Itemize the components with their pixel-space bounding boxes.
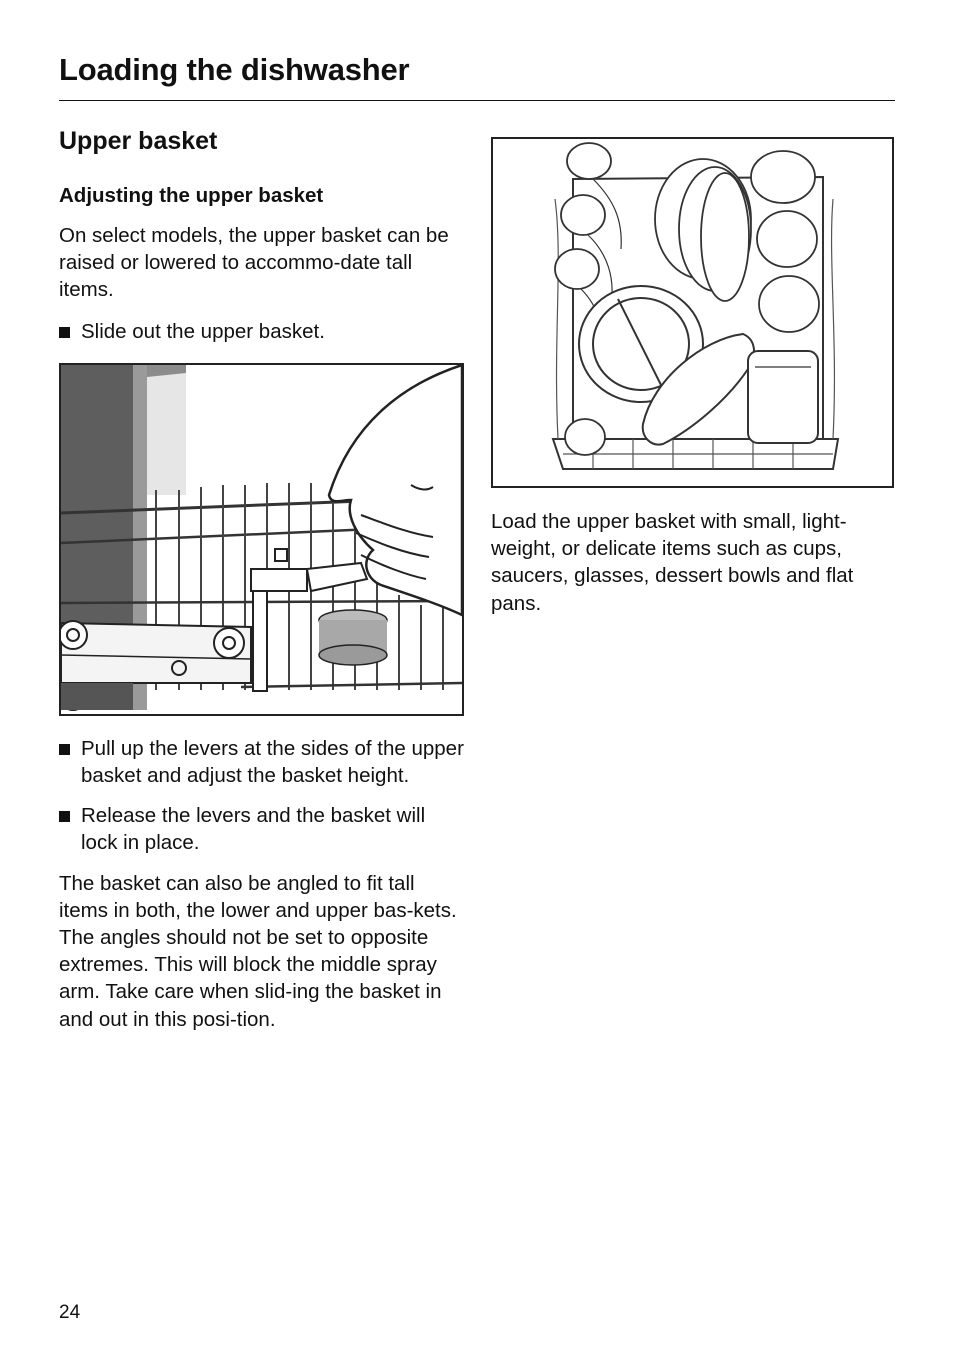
bullet-item (59, 735, 467, 789)
bullet-item (59, 318, 467, 345)
basket-lever-illustration (59, 363, 464, 716)
basket-lever-drawing (61, 365, 462, 714)
intro-paragraph: On select models, the upper basket can be raised or lowered to accommo-date tall items. (59, 224, 449, 302)
page-number: 24 (59, 1302, 81, 1323)
loaded-basket-drawing (493, 139, 892, 486)
page-title: Loading the dishwasher (59, 52, 410, 87)
bullet-square-icon (59, 744, 70, 755)
angle-note-paragraph: The basket can also be angled to fit tall items in both, the lower and upper bas-kets. The angles should not be set to opposite extremes. This will block the middle spray arm. Take care when slid-ing the basket in and out in this posi-tion. (59, 871, 457, 1031)
bullet-text: Release the levers and the basket will lock in place. (81, 804, 426, 855)
left-column (59, 124, 467, 1033)
bullet-text: Slide out the upper basket. (81, 319, 325, 343)
sub-heading: Adjusting the upper basket (59, 184, 324, 207)
bullet-item (59, 802, 467, 856)
title-divider (59, 100, 895, 101)
load-note-paragraph: Load the upper basket with small, light-weight, or delicate items such as cups, saucers, glasses, dessert bowls and flat pans. (491, 510, 854, 615)
right-column (491, 137, 894, 617)
section-heading: Upper basket (59, 127, 218, 155)
bullet-text: Pull up the levers at the sides of the upper basket and adjust the basket height. (81, 736, 464, 788)
loaded-basket-illustration (491, 137, 894, 488)
bullet-square-icon (59, 811, 70, 822)
bullet-square-icon (59, 327, 70, 338)
